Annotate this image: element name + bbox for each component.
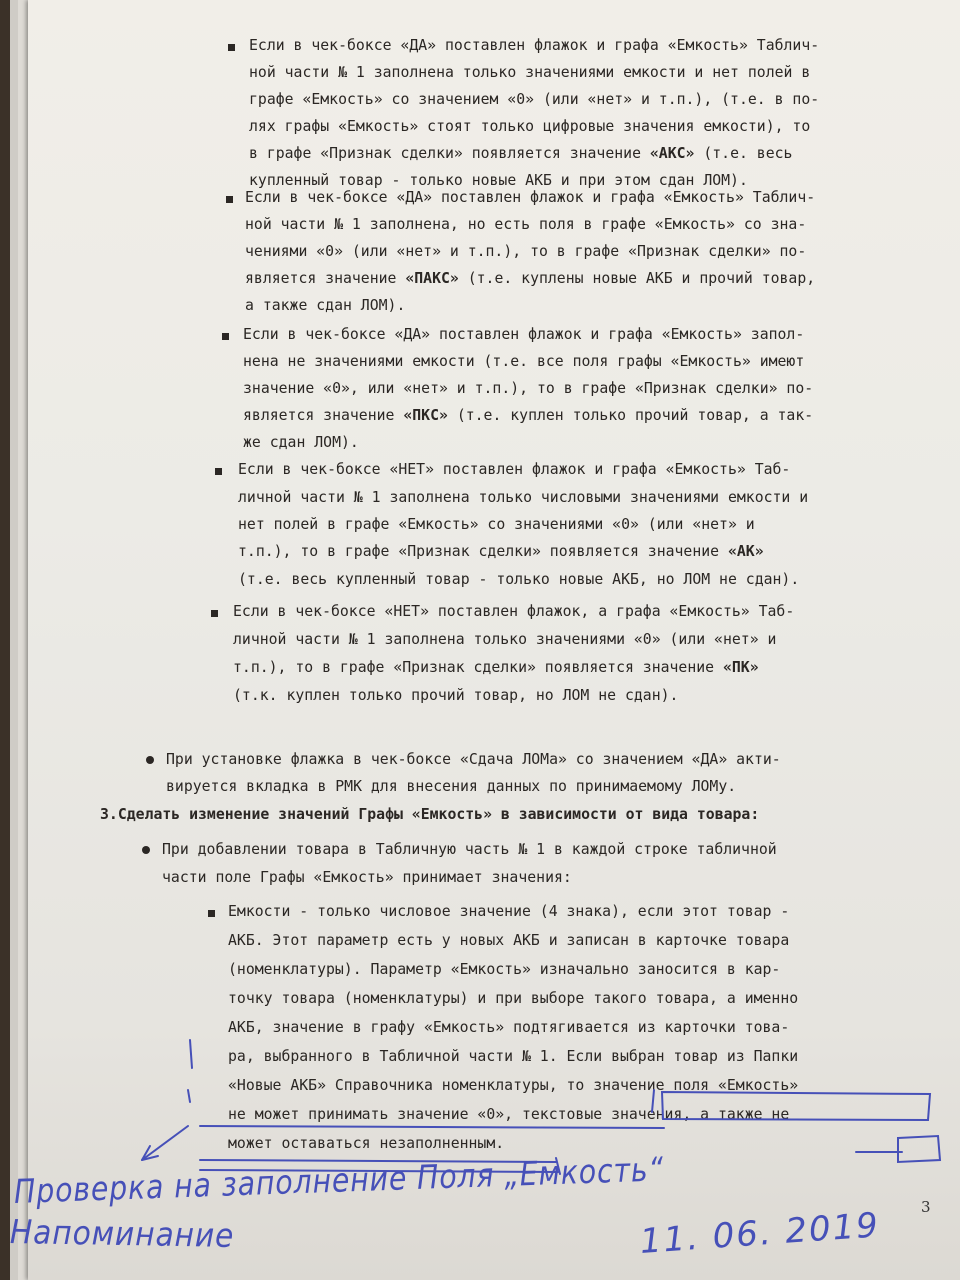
underline-mark <box>200 1126 664 1128</box>
list-item-line: личной части № 1 заполнена только числовыми значениями емкости и <box>238 489 809 506</box>
list-item-line: Если в чек-боксе «ДА» поставлен флажок и графа «Емкость» Таблич- <box>245 189 816 206</box>
handwritten-date: 11. 06. 2019 <box>638 1205 882 1262</box>
highlight-box <box>662 1092 930 1120</box>
list-item-line: Если в чек-боксе «НЕТ» поставлен флажок и графа «Емкость» Таб- <box>238 461 791 478</box>
list-item-line: является значение «ПАКС» (т.е. куплены новые АКБ и прочий товар, <box>245 270 816 287</box>
section-title: Сделать изменение значений Графы «Емкость» в зависимости от вида товара: <box>117 806 760 823</box>
list-item-line: купленный товар - только новые АКБ и при этом сдан ЛОМ). <box>249 172 748 189</box>
paragraph-line: может оставаться незаполненным. <box>228 1135 505 1152</box>
deal-code: «АКС» <box>649 145 695 162</box>
arrow-icon <box>142 1126 188 1160</box>
deal-code: «ПКС» <box>403 407 448 424</box>
list-item-line: в графе «Признак сделки» появляется значение «АКС» (т.е. весь <box>249 145 793 162</box>
list-item-line: нена не значениями емкости (т.е. все поля графы «Емкость» имеют <box>243 353 805 370</box>
paragraph-line: При установке флажка в чек-боксе «Сдача ЛОМа» со значением «ДА» акти- <box>166 751 781 768</box>
paragraph-line: (номенклатуры). Параметр «Емкость» изначально заносится в кар- <box>228 961 781 978</box>
list-item-line: значение «0», или «нет» и т.п.), то в графе «Признак сделки» по- <box>243 380 814 397</box>
list-item-line: ной части № 1 заполнена только значениями емкости и нет полей в <box>249 64 811 81</box>
handwritten-note: Проверка на заполнение Поля „Емкость“ <box>13 1149 665 1211</box>
page-number: 3 <box>921 1198 931 1216</box>
list-item-line: т.п.), то в графе «Признак сделки» появляется значение «АК» <box>238 543 764 560</box>
deal-code: «АК» <box>727 543 764 560</box>
list-item-line: Если в чек-боксе «НЕТ» поставлен флажок, а графа «Емкость» Таб- <box>233 603 795 620</box>
paragraph-line: Емкости - только числовое значение (4 знака), если этот товар - <box>228 903 790 920</box>
list-item-line: (т.к. куплен только прочий товар, но ЛОМ не сдан). <box>233 687 679 704</box>
pen-tick-mark <box>188 1090 190 1102</box>
pen-tick-mark <box>652 1090 654 1112</box>
paragraph-line: При добавлении товара в Табличную часть № 1 в каждой строке табличной <box>162 841 777 858</box>
paragraph-line: АКБ. Этот параметр есть у новых АКБ и записан в карточке товара <box>228 932 790 949</box>
paragraph-line: вируется вкладка в РМК для внесения данных по принимаемому ЛОМу. <box>166 778 737 795</box>
list-item-line: личной части № 1 заполнена только значениями «0» (или «нет» и <box>233 631 777 648</box>
section-number: 3. <box>100 806 118 823</box>
paragraph-line: АКБ, значение в графу «Емкость» подтягивается из карточки това- <box>228 1019 790 1036</box>
list-item-line: лях графы «Емкость» стоят только цифровые значения емкости), то <box>249 118 811 135</box>
pen-tick-mark <box>190 1040 192 1068</box>
list-item-line: же сдан ЛОМ). <box>243 434 359 451</box>
list-item-line: является значение «ПКС» (т.е. куплен только прочий товар, а так- <box>243 407 814 424</box>
list-item-line: (т.е. весь купленный товар - только новые АКБ, но ЛОМ не сдан). <box>238 571 800 588</box>
list-item-line: т.п.), то в графе «Признак сделки» появляется значение «ПК» <box>233 659 759 676</box>
list-item-line: ной части № 1 заполнена, но есть поля в графе «Емкость» со зна- <box>245 216 807 233</box>
list-item-line: а также сдан ЛОМ). <box>245 297 406 314</box>
highlight-box <box>898 1136 940 1162</box>
deal-code: «ПК» <box>722 659 759 676</box>
paragraph-line: части поле Графы «Емкость» принимает значения: <box>162 869 572 886</box>
paragraph-line: ра, выбранного в Табличной части № 1. Если выбран товар из Папки <box>228 1048 799 1065</box>
paragraph-line: точку товара (номенклатуры) и при выборе такого товара, а именно <box>228 990 799 1007</box>
list-item-line: графе «Емкость» со значением «0» (или «нет» и т.п.), (т.е. в по- <box>249 91 820 108</box>
list-item-line: Если в чек-боксе «ДА» поставлен флажок и графа «Емкость» Таблич- <box>249 37 820 54</box>
list-item-line: чениями «0» (или «нет» и т.п.), то в графе «Признак сделки» по- <box>245 243 807 260</box>
deal-code: «ПАКС» <box>405 270 459 287</box>
paragraph-line: не может принимать значение «0», текстовые значения, а также не <box>228 1106 790 1123</box>
handwritten-note: Напоминание <box>9 1212 235 1255</box>
list-item-line: нет полей в графе «Емкость» со значениями «0» (или «нет» и <box>238 516 755 533</box>
list-item-line: Если в чек-боксе «ДА» поставлен флажок и графа «Емкость» запол- <box>243 326 805 343</box>
paragraph-line: «Новые АКБ» Справочника номенклатуры, то значение поля «Емкость» <box>228 1077 799 1094</box>
